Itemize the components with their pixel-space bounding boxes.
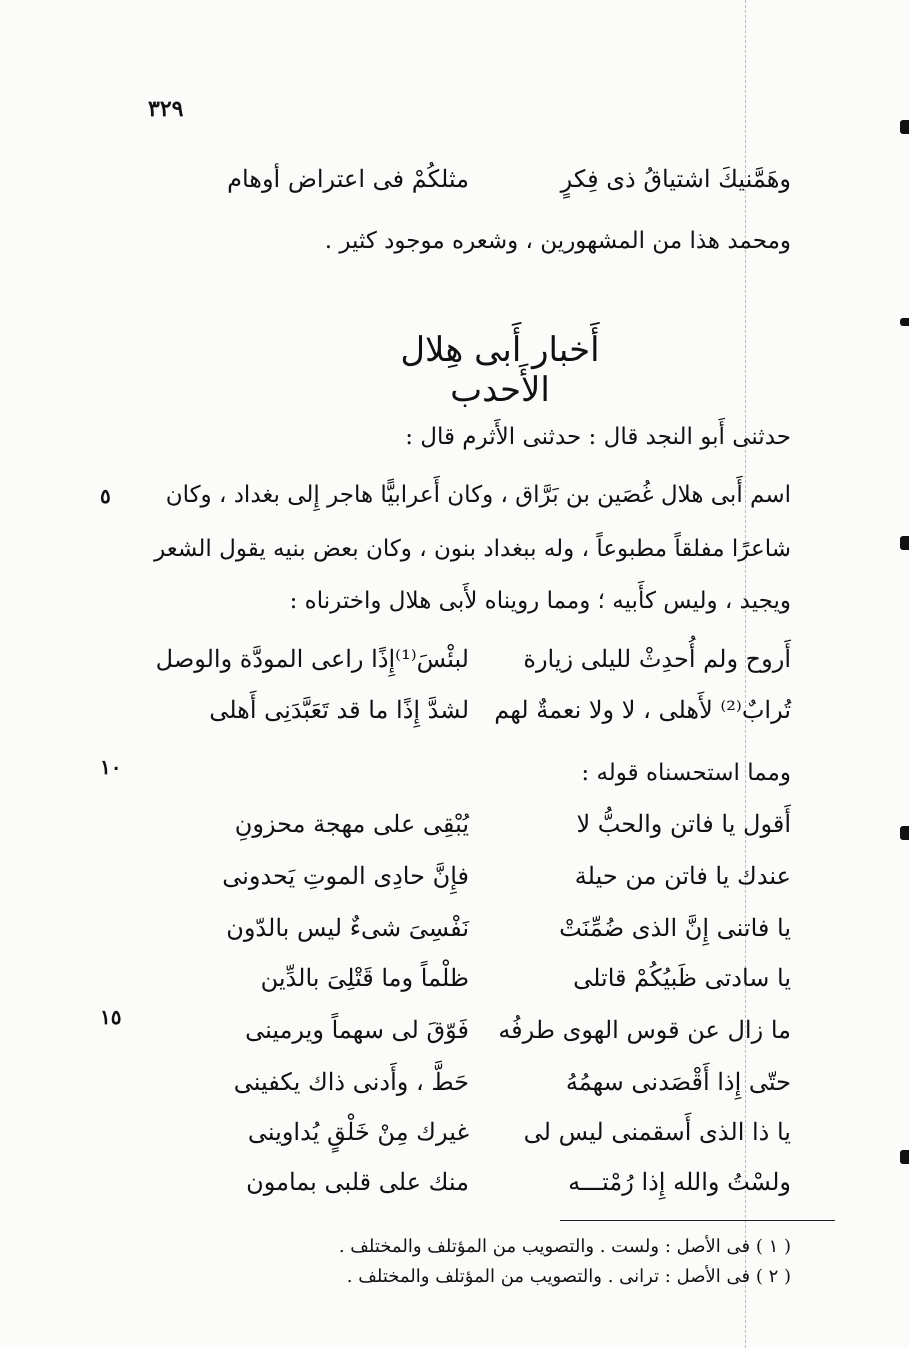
prose-line: ويجيد ، وليس كأَبيه ؛ ومما رويناه لأَبى هلال واخترناه : [289,588,791,614]
edge-mark [900,318,909,326]
verse-left: لبئْسَ⁽¹⁾إِذًا راعى المودَّة والوصل [155,645,469,673]
verse-right: عندك يا فاتن من حيلة [574,862,791,890]
line-number: ١٥ [100,1005,122,1029]
verse-right: يا فاتنى إِنَّ الذى ضُمِّنَتْ [559,914,791,942]
verse-left: منك على قلبى بمامون [246,1168,469,1196]
verse-right: ما زال عن قوس الهوى طرفُه [498,1016,791,1044]
verse-left: نَفْسِىَ شىءٌ ليس بالدّون [226,914,469,942]
verse-left: فَوّقَ لى سهماً ويرمينى [245,1016,469,1044]
page-number: ٣٢٩ [148,96,184,122]
edge-mark [900,1150,909,1164]
verse-right: حتّى إِذا أَقْصَدنى سهمُهُ [565,1068,791,1096]
verse-left: يُبْقِى على مهجة محزونِ [234,810,469,838]
verse-right: ولسْتُ والله إِذا رُمْتـــه [568,1168,791,1196]
verse-right: أَروح ولم أُحدِثْ لليلى زيارة [523,645,791,673]
footnote: ( ٢ ) فى الأصل : ترانى . والتصويب من المؤتلف والمختلف . [346,1266,791,1287]
section-title: أَخبار أَبى هِلال الأَحدب [400,330,600,410]
verse-left: حَطَّ ، وأَدنى ذاك يكفينى [233,1068,469,1096]
verse-left: فإِنَّ حادِى الموتِ يَحدونى [222,862,469,890]
opening-verse-left: مثلكُمْ فى اعتراض أوهام [227,165,469,193]
prose-line: حدثنى أَبو النجد قال : حدثنى الأَثرم قال : [405,424,791,450]
verse-right: يا ذا الذى أَسقمنى ليس لى [523,1118,791,1146]
edge-mark [900,826,909,840]
transition-line: ومما استحسناه قوله : [581,760,791,786]
footnote-rule [560,1220,835,1221]
line-number: ١٠ [100,755,122,779]
prose-line: اسم أَبى هلال غُصَين بن بَرَّاق ، وكان أَعرابيًّا هاجر إِلى بغداد ، وكان [165,482,791,508]
line-number: ٥ [100,484,111,508]
prose-line: شاعرًا مفلقاً مطبوعاً ، وله ببغداد بنون ، وكان بعض بنيه يقول الشعر [154,536,791,562]
footnote: ( ١ ) فى الأصل : ولست . والتصويب من المؤتلف والمختلف . [338,1236,791,1257]
opening-verse-right: وهَمَّنيكَ اشتياقُ ذى فِكرٍ [560,165,791,193]
verse-left: غيرك مِنْ خَلْقٍ يُداوينى [247,1118,469,1146]
verse-left: لشدَّ إِذًا ما قد تَعَبَّدَنِى أَهلى [209,696,469,724]
verse-right: يا سادتى ظَبيُكُمْ قاتلى [573,964,791,992]
opening-prose: ومحمد هذا من المشهورين ، وشعره موجود كثير . [324,228,791,254]
verse-right: أَقول يا فاتن والحبُّ لا [576,810,791,838]
edge-mark [900,536,909,550]
edge-mark [900,120,909,134]
verse-left: ظلْماً وما قَتْلِىَ بالدِّين [260,964,469,992]
verse-right: تُرابٌ⁽²⁾ لأَهلى ، لا ولا نعمةٌ لهم [494,696,791,724]
